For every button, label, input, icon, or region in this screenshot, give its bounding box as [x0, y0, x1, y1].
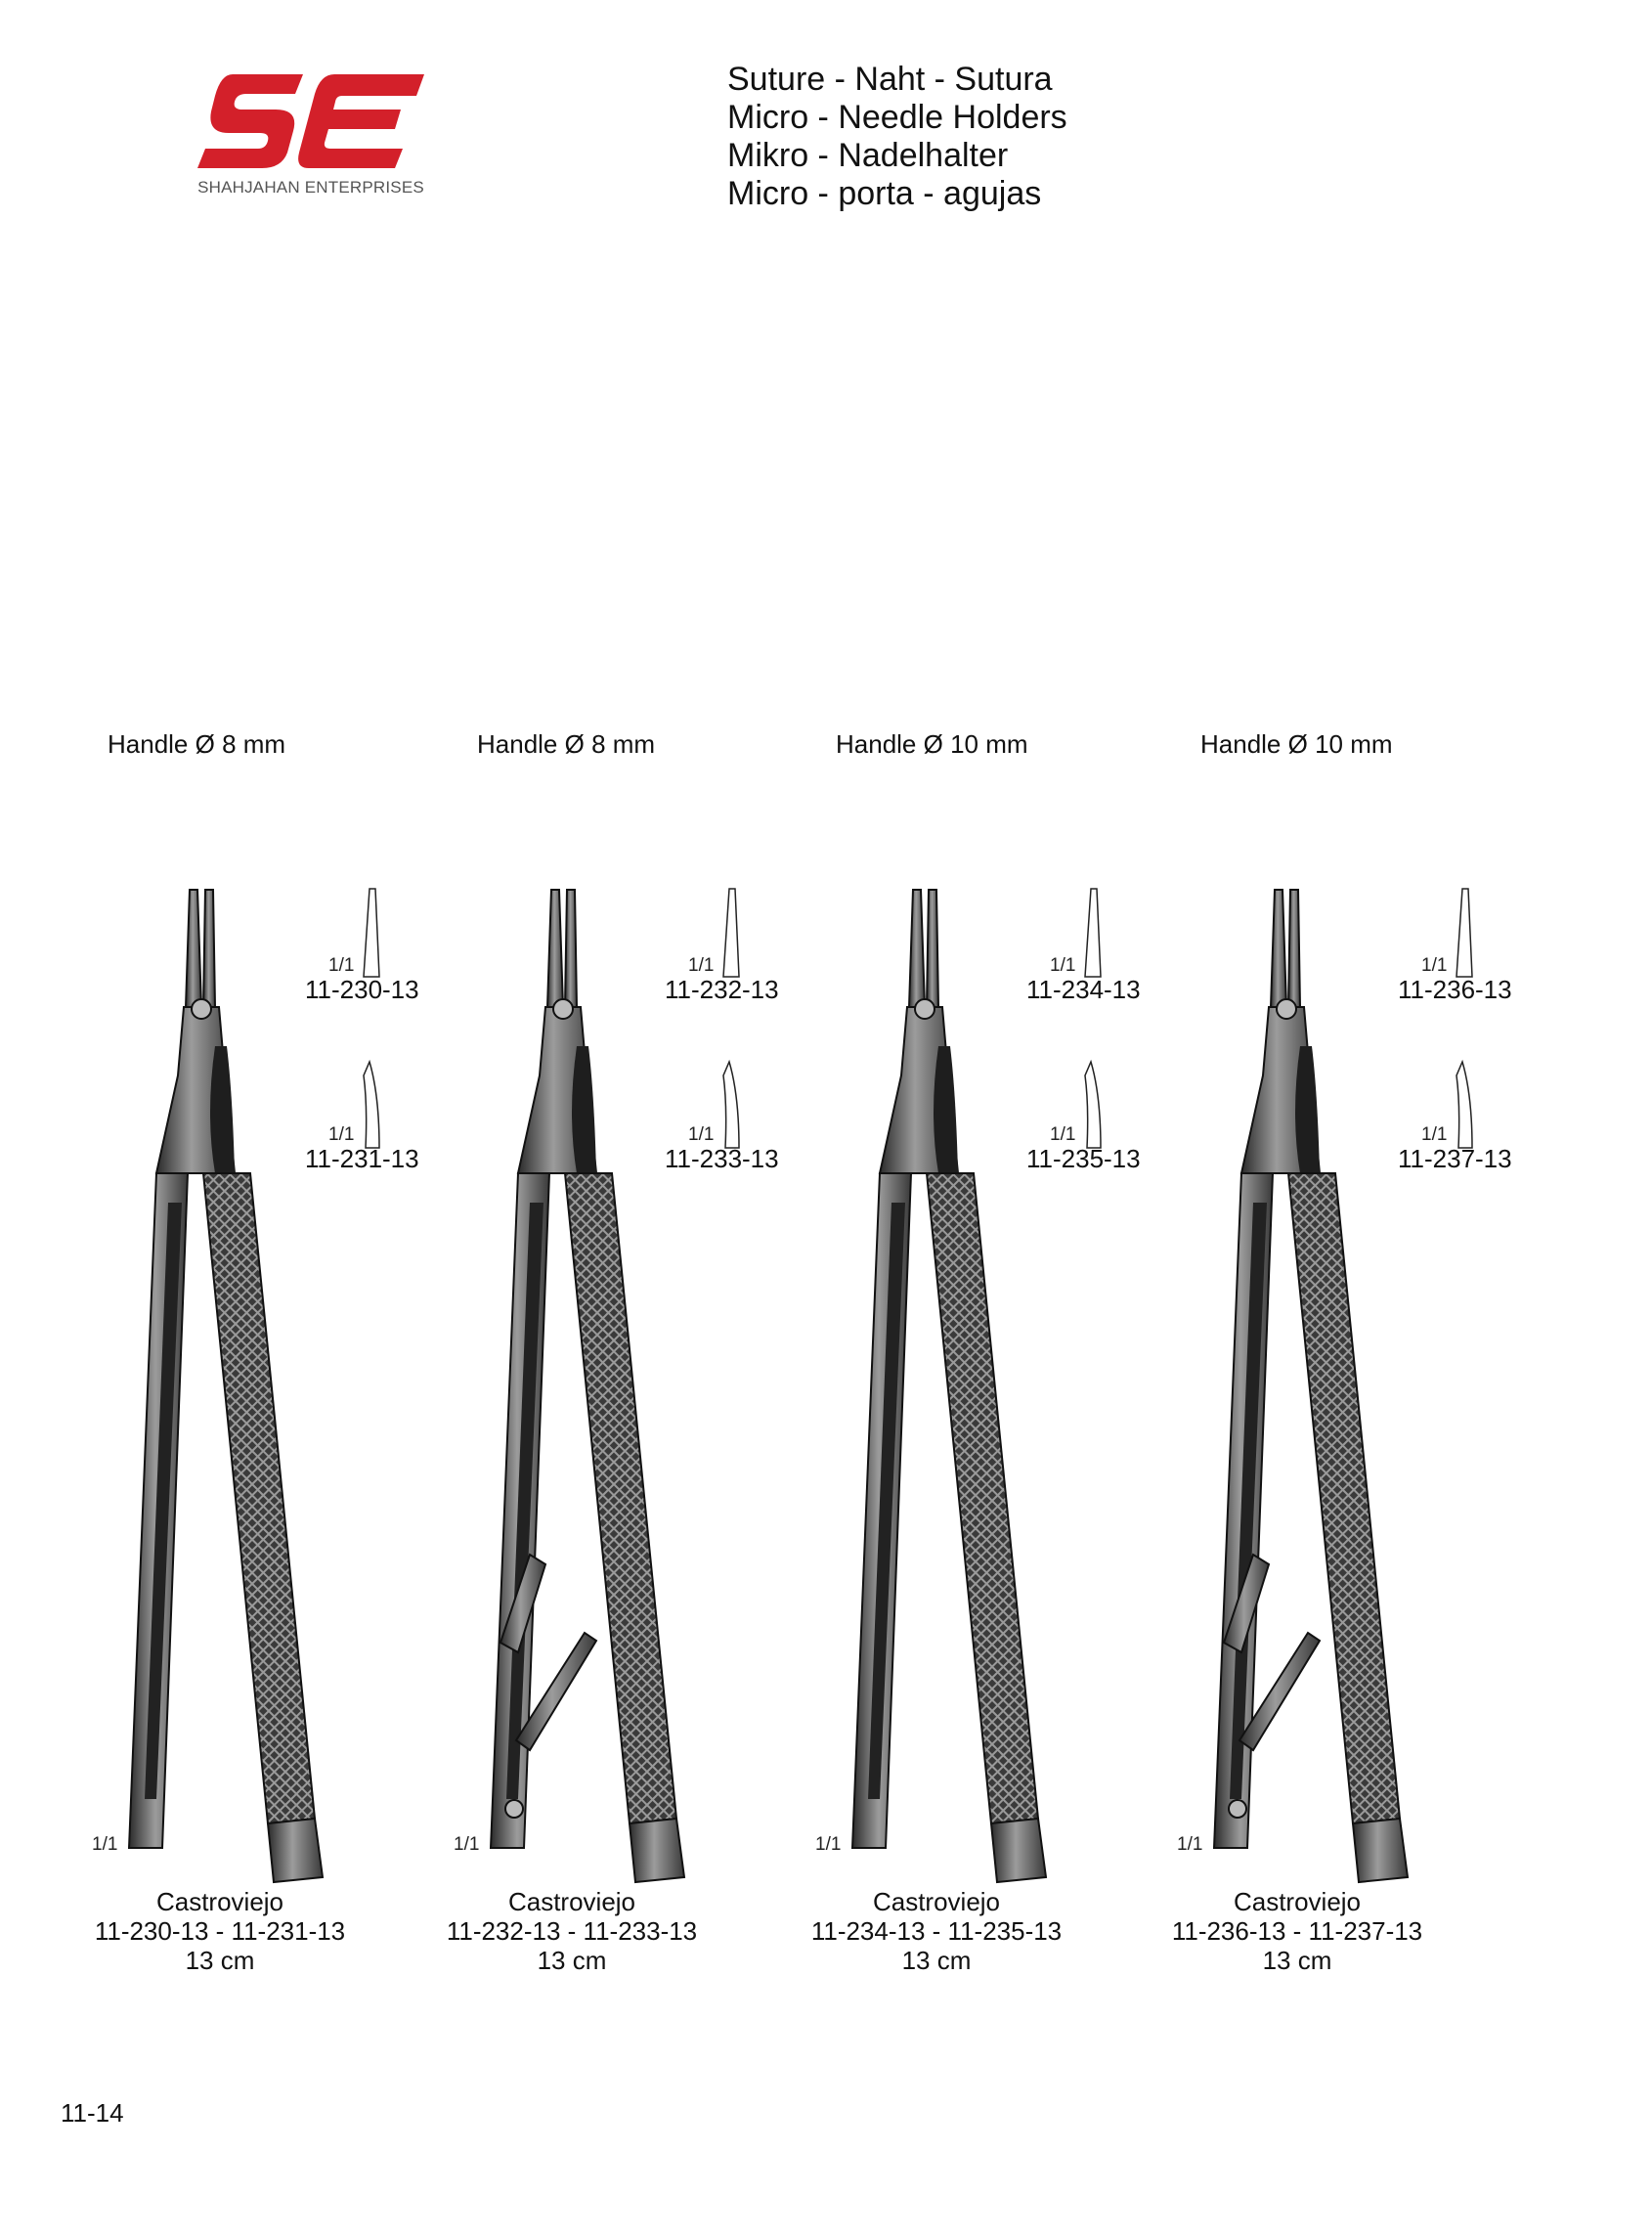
curved-tip-code: 11-233-13 [665, 1144, 779, 1173]
title-line: Suture - Naht - Sutura [727, 61, 1053, 98]
handle-right-knurled [565, 1173, 676, 1823]
title-line: Micro - Needle Holders [727, 99, 1067, 136]
instrument-scale: 1/1 [1177, 1834, 1203, 1855]
straight-tip-scale: 1/1 [688, 955, 715, 976]
handle-right-knurled [203, 1173, 315, 1823]
jaw-left [547, 890, 563, 1007]
jaw-right [927, 890, 938, 1007]
curved-tip-icon [1451, 1056, 1480, 1154]
pivot-screw [1277, 999, 1296, 1019]
instrument-length: 13 cm [901, 1946, 972, 1975]
handle-diameter-label: Handle Ø 8 mm [477, 729, 656, 759]
straight-tip-scale: 1/1 [1050, 955, 1076, 976]
handle-right-knurled [1288, 1173, 1400, 1823]
handle-diameter-label: Handle Ø 8 mm [108, 729, 286, 759]
instrument-length: 13 cm [1262, 1946, 1332, 1975]
curved-tip-code: 11-237-13 [1398, 1144, 1512, 1173]
neck-groove [210, 1046, 235, 1173]
straight-tip-scale: 1/1 [1421, 955, 1448, 976]
instrument-caption [415, 1887, 728, 1975]
instrument-name: Castroviejo [155, 1887, 284, 1916]
jaw-left [909, 890, 925, 1007]
instrument-name: Castroviejo [1233, 1887, 1362, 1916]
instrument-codes: 11-236-13 - 11-237-13 [1171, 1916, 1423, 1946]
needle-holder-illustration [59, 880, 411, 1887]
handle-right-knurled [927, 1173, 1038, 1823]
straight-tip-icon [358, 885, 387, 983]
needle-holder-illustration [1144, 880, 1496, 1887]
neck-groove [1295, 1046, 1320, 1173]
instrument-caption [1141, 1887, 1454, 1975]
se-logo-mark [194, 70, 428, 178]
instrument-name: Castroviejo [507, 1887, 636, 1916]
lock-screw [505, 1800, 523, 1818]
page-number: 11-14 [61, 2098, 124, 2128]
handle-end-cap [991, 1819, 1046, 1882]
needle-holder-illustration [420, 880, 772, 1887]
instrument-scale: 1/1 [815, 1834, 842, 1855]
handle-diameter-label: Handle Ø 10 mm [1200, 729, 1393, 759]
brand-caption: SHAHJAHAN ENTERPRISES [197, 178, 424, 197]
neck-groove [934, 1046, 958, 1173]
jaw-right [203, 890, 215, 1007]
needle-holder-illustration [782, 880, 1134, 1887]
curved-tip-scale: 1/1 [1421, 1124, 1448, 1145]
pivot-screw [553, 999, 573, 1019]
title-line: Micro - porta - agujas [727, 175, 1042, 212]
curved-tip-icon [1079, 1056, 1109, 1154]
jaw-right [565, 890, 577, 1007]
straight-tip-icon [1451, 885, 1480, 983]
instrument-caption [64, 1887, 376, 1975]
instrument-scale: 1/1 [454, 1834, 480, 1855]
jaw-left [1271, 890, 1286, 1007]
straight-tip-icon [717, 885, 747, 983]
handle-end-cap [1353, 1819, 1408, 1882]
handle-end-cap [630, 1819, 684, 1882]
instrument-name: Castroviejo [872, 1887, 1001, 1916]
straight-tip-code: 11-232-13 [665, 975, 779, 1004]
catalog-title-block [727, 61, 1067, 213]
instrument-caption [780, 1887, 1093, 1975]
brand-logo [194, 70, 428, 207]
instrument-codes: 11-234-13 - 11-235-13 [810, 1916, 1063, 1946]
handle-end-cap [268, 1819, 323, 1882]
instrument-length: 13 cm [185, 1946, 255, 1975]
instrument-codes: 11-230-13 - 11-231-13 [94, 1916, 346, 1946]
straight-tip-icon [1079, 885, 1109, 983]
straight-tip-scale: 1/1 [328, 955, 355, 976]
curved-tip-icon [358, 1056, 387, 1154]
pivot-screw [915, 999, 935, 1019]
neck-groove [572, 1046, 596, 1173]
title-line: Mikro - Nadelhalter [727, 137, 1009, 174]
curved-tip-code: 11-231-13 [305, 1144, 419, 1173]
instrument-codes: 11-232-13 - 11-233-13 [446, 1916, 698, 1946]
instrument-length: 13 cm [537, 1946, 607, 1975]
straight-tip-code: 11-236-13 [1398, 975, 1512, 1004]
instrument-scale: 1/1 [92, 1834, 118, 1855]
lock-screw [1229, 1800, 1246, 1818]
handle-diameter-label: Handle Ø 10 mm [836, 729, 1028, 759]
straight-tip-code: 11-230-13 [305, 975, 419, 1004]
jaw-right [1288, 890, 1300, 1007]
curved-tip-icon [717, 1056, 747, 1154]
pivot-screw [192, 999, 211, 1019]
curved-tip-scale: 1/1 [328, 1124, 355, 1145]
curved-tip-scale: 1/1 [1050, 1124, 1076, 1145]
straight-tip-code: 11-234-13 [1026, 975, 1141, 1004]
curved-tip-scale: 1/1 [688, 1124, 715, 1145]
jaw-left [186, 890, 201, 1007]
curved-tip-code: 11-235-13 [1026, 1144, 1141, 1173]
